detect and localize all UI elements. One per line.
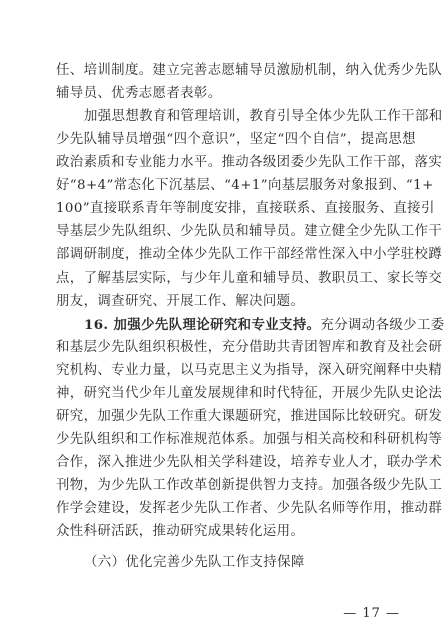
text-line: 100”直接联系青年等制度安排，直接联系、直接服务、直接引 — [56, 201, 435, 217]
text-line: 少先队组织和工作标准规范体系。加强与相关高校和科研机构等 — [56, 431, 443, 447]
text-line: 辅导员、优秀志愿者表彰。 — [56, 86, 222, 101]
item-lead-title: 16. 加强少先队理论研究和专业支持。 — [84, 316, 321, 333]
text-line: 刊物，为少先队工作改革创新提供智力支持。加强各级少先队工 — [56, 477, 443, 493]
section-heading: （六）优化完善少先队工作支持保障 — [84, 555, 305, 570]
text-line: 任、培训制度。建立完善志愿辅导员激励机制，纳入优秀少先队 — [56, 63, 443, 78]
text-line: 研究，加强少先队工作重大课题研究，推进国际比较研究。研发 — [56, 408, 443, 424]
text-line: 政治素质和专业能力水平。推动各级团委少先队工作干部，落实 — [56, 155, 443, 171]
text-line: 和基层少先队组织积极性，充分借助共青团智库和教育及社会研 — [56, 339, 443, 355]
text-line: 点，了解基层实际，与少年儿童和辅导员、教职员工、家长等交 — [56, 270, 443, 286]
text-line: 神，研究当代少年儿童发展规律和时代特征，开展少先队史论法 — [56, 385, 443, 401]
page-number: — 17 — — [343, 606, 400, 621]
text-line: 朋友，调查研究、开展工作、解决问题。 — [56, 293, 305, 309]
text-line: 作学会建设，发挥老少先队工作者、少先队名师等作用，推动群 — [56, 500, 443, 516]
text-line: 加强思想教育和管理培训，教育引导全体少先队工作干部和 — [84, 109, 443, 125]
text-line: 众性科研活跃，推动研究成果转化运用。 — [56, 524, 305, 539]
text-line: 合作，深入推进少先队相关学科建设，培养专业人才，联办学术 — [56, 454, 443, 470]
item-lead-text: 充分调动各级少工委 — [320, 317, 445, 333]
text-line: 部调研制度，推动全体少先队工作干部经常性深入中小学驻校蹲 — [56, 247, 443, 263]
text-line: 好“8+4”常态化下沉基层、“4+1”向基层服务对象报到、“1+ — [56, 178, 434, 194]
text-line: 少先队辅导员增强“四个意识”，坚定“四个自信”，提高思想 — [56, 132, 416, 148]
text-line: 究机构、专业力量，以马克思主义为指导，深入研究阐释中央精 — [56, 362, 443, 378]
text-line — [84, 316, 445, 334]
text-line: 导基层少先队组织、少先队员和辅导员。建立健全少先队工作干 — [56, 224, 443, 240]
